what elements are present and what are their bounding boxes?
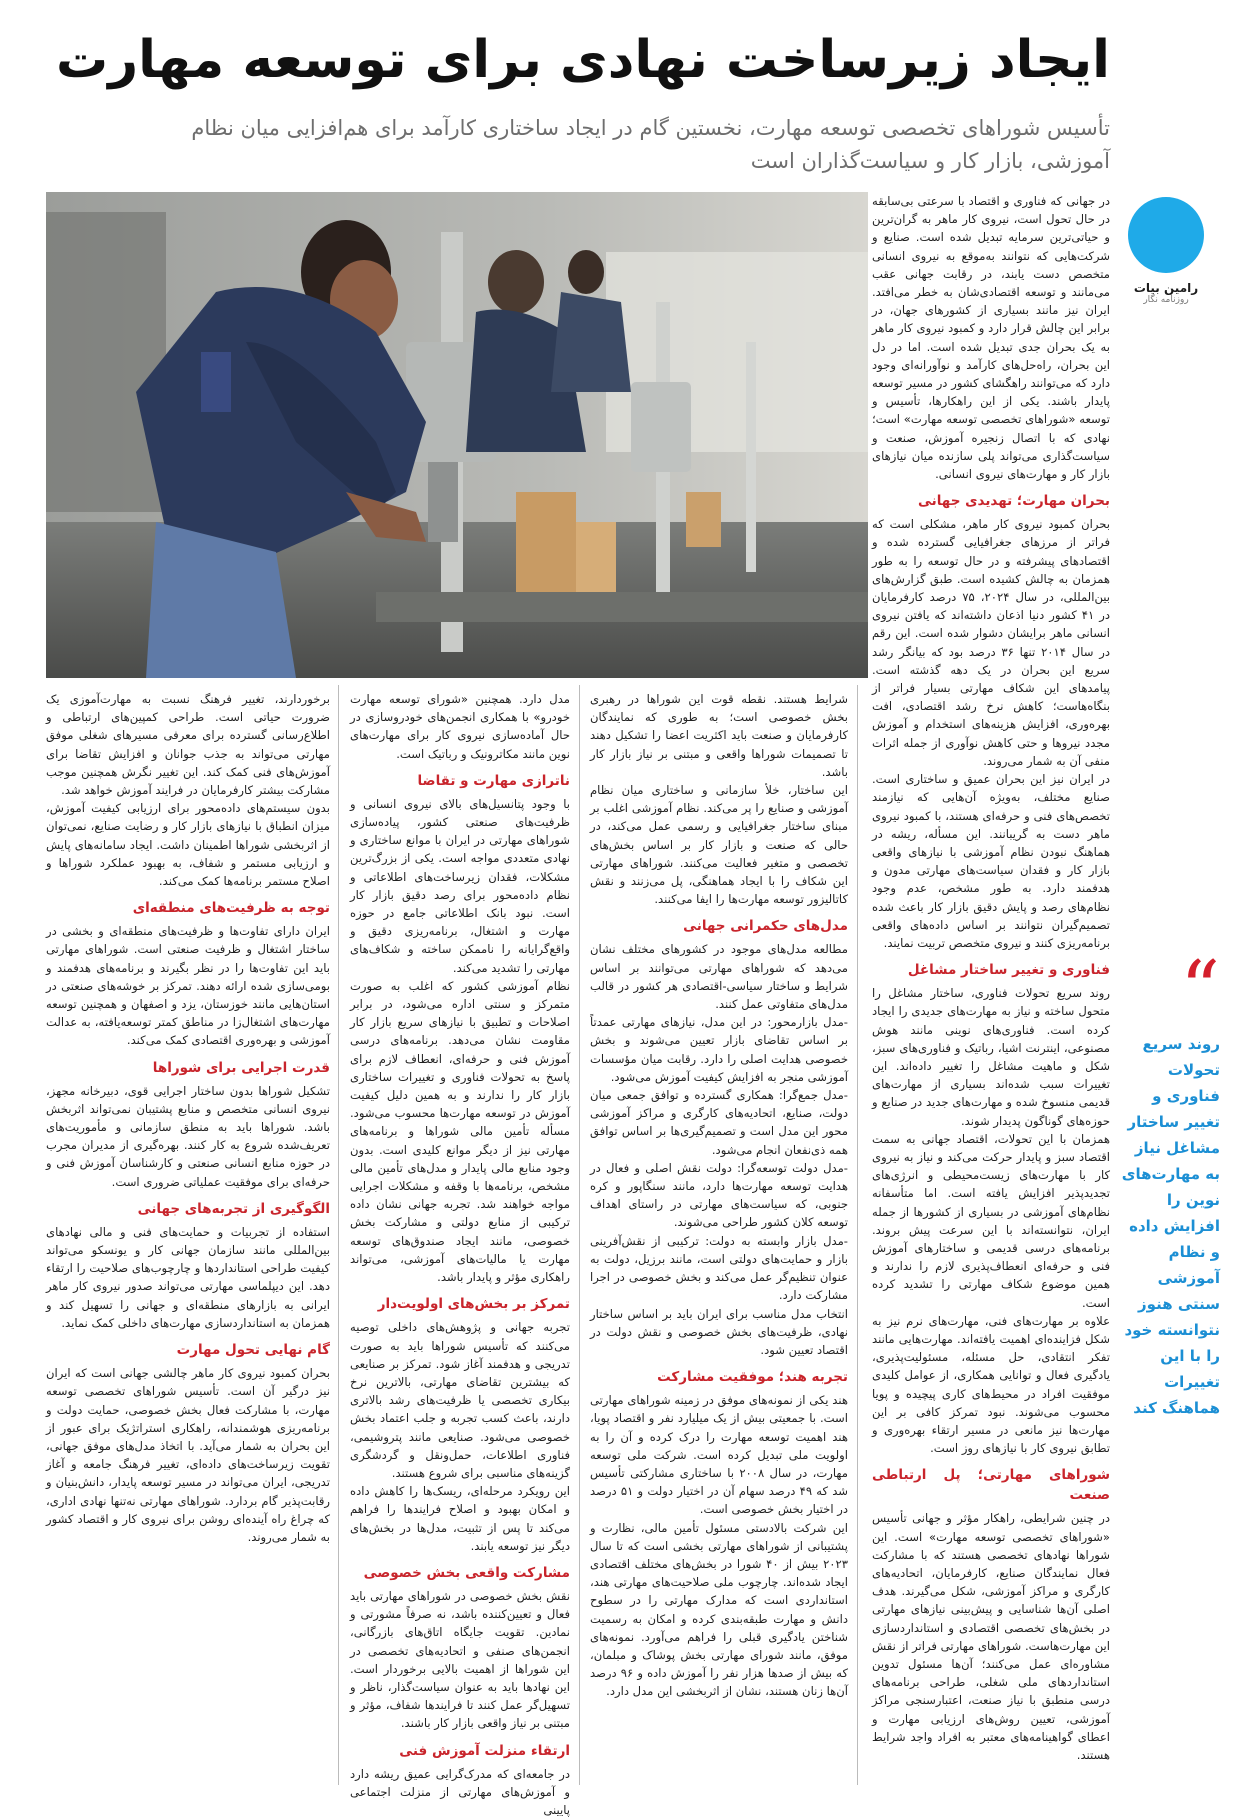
section-heading: تمرکز بر بخش‌های اولویت‌دار xyxy=(377,1296,570,1313)
section-heading: تجربه هند؛ موفقیت مشارکت xyxy=(657,1369,848,1386)
section-heading: توجه به ظرفیت‌های منطقه‌ای xyxy=(132,900,330,917)
paragraph: این رویکرد مرحله‌ای، ریسک‌ها را کاهش داده و امکان بهبود و اصلاح فرایندها را فراهم می‌کند تا پس از تثبیت، مدل‌ها در بخش‌های دیگر نیز توسعه یابند. xyxy=(350,1484,570,1553)
paragraph: شرایط هستند. نقطه قوت این شوراها در رهبری بخش خصوصی است؛ به طوری که نمایندگان کارفرمایان و صنعت باید اکثریت اعضا را تشکیل دهند تا تصمیمات شوراها واقعی و مبتنی بر نیاز بازار کار باشد. xyxy=(590,692,848,779)
quote-mark-icon: “ xyxy=(1180,945,1220,1035)
headline: ایجاد زیرساخت نهادی برای توسعه مهارت xyxy=(55,30,1110,90)
paragraph: مطالعه مدل‌های موجود در کشورهای مختلف نشان می‌دهد که شوراهای مهارتی می‌توانند بر اساس شرایط و ساختار سیاسی-اقتصادی هر کشور در قالب مدل‌های متفاوتی عمل کنند. xyxy=(590,942,848,1012)
column-rule xyxy=(857,685,858,1785)
paragraph: بحران کمبود نیروی کار ماهر چالشی جهانی است که ایران نیز درگیر آن است. تأسیس شوراهای تخصصی توسعه مهارت، با مشارکت فعال بخش خصوصی، حمایت دولت و برنامه‌ریزی هوشمندانه، راهکاری استراتژیک برای عبور از این بحران به شمار می‌آید. با اتخاذ مدل‌های موفق جهانی، تقویت زیرساخت‌های داده‌ای، تغییر فرهنگ جامعه و آغاز تدریجی، ایران می‌تواند در مسیر توسعه پایدار، دانش‌بنیان و رقابت‌پذیر گام بردارد. شوراهای مهارتی نه‌تنها نهادی اداری، که چراغ راه آینده‌ای روشن برای نیروی کار و اقتصاد کشور به شمار می‌روند. xyxy=(46,1366,330,1544)
article-column-3 xyxy=(350,690,570,1817)
section-heading: بحران مهارت؛ تهدیدی جهانی xyxy=(918,493,1110,510)
paragraph: -مدل جمع‌گرا: همکاری گسترده و توافق جمعی میان دولت، صنایع، اتحادیه‌های کارگری و مراکز آموزشی محور این مدل است و تصمیم‌گیری‌ها بر اساس توافق همه ذی‌نفعان انجام می‌شود. xyxy=(590,1088,848,1157)
paragraph: بحران کمبود نیروی کار ماهر، مشکلی است که فراتر از مرزهای جغرافیایی گسترده شده و اقتصادهای پیشرفته و در حال توسعه را به طور همزمان به چالش کشیده است. طبق گزارش‌های بین‌المللی، در سال ۲۰۲۴، ۷۵ درصد کارفرمایان در ۴۱ کشور دنیا اذعان داشته‌اند که یافتن نیروی انسانی ماهر برایشان دشوار شده است. این رقم در سال ۲۰۱۴ تنها ۳۶ درصد بود که بیانگر رشد سریع این بحران در یک دهه گذشته است. پیامدهای این شکاف مهارتی بسیار فراتر از بنگاه‌هاست؛ کاهش نرخ رشد اقتصادی، افت بهره‌وری، افزایش هزینه‌های استخدام و آموزش مجدد نیروها و حتی کاهش نوآوری از جمله اثرات منفی آن به شمار می‌روند. xyxy=(872,517,1110,768)
paragraph: هند یکی از نمونه‌های موفق در زمینه شوراهای مهارتی است. با جمعیتی بیش از یک میلیارد نفر و اقتصاد پویا، هند اهمیت توسعه مهارت را درک کرده و آن را به اولویت ملی تبدیل کرده است. شرکت ملی توسعه مهارت، در سال ۲۰۰۸ با ساختاری مشارکتی تأسیس شد که ۴۹ درصد سهام آن در اختیار دولت و ۵۱ درصد در اختیار بخش خصوصی است. xyxy=(590,1393,849,1517)
article-photo xyxy=(46,192,868,678)
section-heading: قدرت اجرایی برای شوراها xyxy=(152,1059,330,1076)
column-rule xyxy=(338,685,339,1785)
section-heading: مدل‌های حکمرانی جهانی xyxy=(683,918,848,935)
article-column-1 xyxy=(872,192,1110,1788)
paragraph: روند سریع تحولات فناوری، ساختار مشاغل را متحول ساخته و نیاز به مهارت‌های جدیدی را ایجاد کرده است. فناوری‌های نوینی مانند هوش مصنوعی، اینترنت اشیا، رباتیک و فناوری‌های سبز، شکل و ماهیت مشاغل را تغییر داده‌اند. این تغییرات سبب شده‌اند بسیاری از مهارت‌های قدیمی منسوخ شده و مهارت‌های جدید در صنایع و حوزه‌های گوناگون پدیدار شوند. xyxy=(872,986,1110,1128)
subheadline: تأسیس شوراهای تخصصی توسعه مهارت، نخستین گام در ایجاد ساختاری کارآمد برای هم‌افزایی میان نظام آموزشی، بازار کار و سیاست‌گذاران است xyxy=(191,116,1110,173)
column-rule xyxy=(579,685,580,1785)
paragraph: نقش بخش خصوصی در شوراهای مهارتی باید فعال و تعیین‌کننده باشد، نه صرفاً مشورتی و نمادین. تقویت جایگاه اتاق‌های بازرگانی، انجمن‌های صنفی و اتحادیه‌های تخصصی در این شوراها از اهمیت بالایی برخوردار است. این نهادها باید به عنوان سیاست‌گذار، ناظر و تسهیل‌گر عمل کنند تا فرایندها شفاف، مؤثر و مبتنی بر نیاز واقعی بازار کار باشند. xyxy=(350,1588,570,1731)
paragraph: -مدل بازارمحور: در این مدل، نیازهای مهارتی عمدتاً بر اساس تقاضای بازار تعیین می‌شوند و بخش خصوصی هدایت اصلی را دارد. رقابت میان مؤسسات آموزشی منجر به افزایش کیفیت آموزش می‌شود. xyxy=(590,1015,848,1084)
paragraph: -مدل بازار وابسته به دولت: ترکیبی از نقش‌آفرینی بازار و حمایت‌های دولتی است، مانند برزیل، دولت به عنوان تنظیم‌گر عمل می‌کند و بخش خصوصی در اجرا مشارکت دارد. xyxy=(590,1233,848,1303)
section-heading: شوراهای مهارتی؛ پل ارتباطی صنعت xyxy=(872,1467,1110,1504)
paragraph: در جامعه‌ای که مدرک‌گرایی عمیق ریشه دارد و آموزش‌های مهارتی از منزلت اجتماعی پایینی xyxy=(350,1766,570,1817)
article-column-4 xyxy=(46,690,330,1788)
paragraph: برخوردارند، تغییر فرهنگ نسبت به مهارت‌آموزی یک ضرورت حیاتی است. طراحی کمپین‌های ارتباطی و اطلاع‌رسانی گسترده برای معرفی مسیرهای شغلی موفق مهارتی می‌تواند به جذب جوانان و افزایش تقاضا برای آموزش‌های فنی کمک کند. این تغییر نگرش همچنین موجب مشارکت بیشتر کارفرمایان در فرایند آموزش خواهد شد. xyxy=(46,692,330,798)
paragraph: با وجود پتانسیل‌های بالای نیروی انسانی و ظرفیت‌های صنعتی کشور، پیاده‌سازی شوراهای مهارتی در ایران با موانع ساختاری و نهادی متعددی مواجه است. یکی از بزرگ‌ترین مشکلات، فقدان زیرساخت‌های اطلاعاتی و نظام داده‌محور برای رصد دقیق بازار کار است. نبود بانک اطلاعاتی جامع در حوزه مهارت و اشتغال، برنامه‌ریزی دقیق و واقع‌گرایانه را ناممکن ساخته و شکاف‌های مهارتی را تشدید می‌کند. xyxy=(350,796,570,975)
section-heading: مشارکت واقعی بخش خصوصی xyxy=(363,1564,570,1581)
paragraph: انتخاب مدل مناسب برای ایران باید بر اساس ساختار نهادی، ظرفیت‌های بخش خصوصی و نقش دولت در اقتصاد تعیین شود. xyxy=(590,1306,848,1357)
section-heading: ناترازی مهارت و تقاضا xyxy=(417,772,570,789)
paragraph: مدل دارد. همچنین «شورای توسعه مهارت خودرو» با همکاری انجمن‌های خودروسازی در حال آماده‌سازی نیروی کار برای مهارت‌های نوین مانند مکاترونیک و رباتیک است. xyxy=(350,692,570,761)
pull-quote-text: روند سریع تحولات فناوری و تغییر ساختار مشاغل نیاز به مهارت‌های نوین را افزایش داده و نظام آموزشی سنتی هنوز نتوانسته خود را با این تغییرات هماهنگ کند xyxy=(1121,1035,1220,1417)
paragraph: بدون سیستم‌های داده‌محور برای ارزیابی کیفیت آموزش، میزان انطباق با نیازهای بازار کار و رضایت صنایع، نمی‌توان از اثربخشی شوراها اطمینان داشت. ایجاد سامانه‌های پایش و ارزیابی مستمر و شفاف، به بهبود عملکرد شوراها و اصلاح مستمر برنامه‌ها کمک می‌کند. xyxy=(46,801,330,889)
paragraph: علاوه بر مهارت‌های فنی، مهارت‌های نرم نیز به شکل فزاینده‌ای اهمیت یافته‌اند. مهارت‌هایی مانند تفکر انتقادی، حل مسئله، مسئولیت‌پذیری، یادگیری فعال و توانایی همکاری، از عوامل کلیدی موفقیت افراد در محیط‌های کاری پیچیده و پویا محسوب می‌شوند. نبود تمرکز کافی بر این مهارت‌ها نیز مانعی در مسیر ارتقاء بهره‌وری و تطابق نیروی کار با نیازهای روز است. xyxy=(872,1313,1110,1456)
section-heading: ارتقاء منزلت آموزش فنی xyxy=(399,1742,570,1759)
paragraph: در جهانی که فناوری و اقتصاد با سرعتی بی‌سابقه در حال تحول است، نیروی کار ماهر به گران‌ترین و حیاتی‌ترین سرمایه تبدیل شده است. صنایع و شرکت‌هایی که نتوانند به‌موقع به نیروی انسانی متخصص دست یابند، در رقابت جهانی عقب می‌مانند و توسعه اقتصادی‌شان به خطر می‌افتد. ایران نیز مانند بسیاری از کشورهای جهان، در برابر این چالش قرار دارد و کمبود نیروی کار ماهر به یک بحران جدی تبدیل شده است. اما در دل این بحران، راه‌حل‌های کارآمد و نوآورانه‌ای وجود دارد که می‌توانند راهگشای کشور در مسیر توسعه پایدار باشند. یکی از این راهکارها، تأسیس و توسعه «شوراهای تخصصی توسعه مهارت» است؛ نهادی که با اتصال زنجیره آموزش، صنعت و سیاست‌گذاری می‌تواند پلی سازنده میان نیازهای بازار کار و مهارت‌های نیروی انسانی. xyxy=(872,194,1110,482)
article-column-2 xyxy=(590,690,848,1788)
section-heading: گام نهایی تحول مهارت xyxy=(176,1342,330,1359)
section-heading: الگوگیری از تجربه‌های جهانی xyxy=(137,1200,330,1217)
paragraph: در ایران نیز این بحران عمیق و ساختاری است. صنایع مختلف، به‌ویژه آن‌هایی که نیازمند تخصص‌های فنی و حرفه‌ای هستند، با کمبود نیروی ماهر دست به گریبانند. این مسأله، ریشه در هماهنگ نبودن نظام آموزشی با نیازهای واقعی بازار کار و فقدان سیاست‌های مهارتی مدون و هدفمند دارد. به طور مشخص، عدم وجود نظام‌های رصد و پایش دقیق بازار کار باعث شده تصمیم‌گیران نتوانند بر اساس داده‌های واقعی برنامه‌ریزی کنند و نیروی متخصص تربیت نمایند. xyxy=(872,772,1110,950)
paragraph: نظام آموزشی کشور که اغلب به صورت متمرکز و سنتی اداره می‌شود، در برابر اصلاحات و تطبیق با نیازهای سریع بازار کار مقاومت نشان می‌دهد. برنامه‌های درسی آموزش فنی و حرفه‌ای، انعطاف لازم برای پاسخ به تحولات فناوری و تغییرات ساختاری بازار کار را ندارند و به همین دلیل کیفیت آموزش در توسعه مهارت‌ها محسوب می‌شود. مسأله تأمین مالی شوراها و برنامه‌های مهارتی نیز از دیگر موانع کلیدی است. بدون وجود منابع مالی پایدار و مدل‌های تأمین مالی مشخص، برنامه‌ها با وقفه و مشکلات اجرایی مواجه خواهند شد. تجربه جهانی نشان داده ترکیبی از منابع دولتی و مشارکت بخش خصوصی، مانند ایجاد صندوق‌های توسعه مهارت یا مالیات‌های آموزشی، می‌تواند راهکاری مؤثر و پایدار باشد. xyxy=(350,978,570,1285)
paragraph: تجربه جهانی و پژوهش‌های داخلی توصیه می‌کنند که تأسیس شوراها باید به صورت تدریجی و هدفمند آغاز شود. تمرکز بر صنایعی که بیشترین تقاضای مهارتی، بالاترین نرخ بیکاری تخصصی یا ظرفیت‌های رشد بالاتری دارند، باعث کسب تجربه و جلب اعتماد بخش خصوصی می‌شود. صنایعی مانند پتروشیمی، فناوری اطلاعات، حمل‌ونقل و گردشگری گزینه‌های مناسبی برای شروع هستند. xyxy=(350,1320,570,1480)
paragraph: تشکیل شوراها بدون ساختار اجرایی قوی، دبیرخانه مجهز، نیروی انسانی متخصص و منابع پشتیبان نمی‌تواند اثربخش باشد. شوراها باید به منطق سازمانی و مأموریت‌های تعریف‌شده شروع به کار کنند. بهره‌گیری از مدیران مجرب در حوزه منابع انسانی صنعتی و کارشناسان آموزش فنی و حرفه‌ای برای موفقیت عملیاتی ضروری است. xyxy=(46,1083,330,1189)
paragraph: این ساختار، خلأ سازمانی و ساختاری میان نظام آموزشی و صنایع را پر می‌کند. نظام آموزشی اغلب بر مبنای ساختار جغرافیایی و رسمی عمل می‌کند، در حالی که صنعت و بازار کار بر اساس بخش‌های تخصصی و متغیر فعالیت می‌کنند. شوراهای مهارتی این شکاف را با ایجاد هماهنگی، پل می‌زنند و نقش کاتالیزور توسعه مهارت‌ها را ایفا می‌کنند. xyxy=(590,783,848,907)
author-box xyxy=(1120,197,1212,305)
paragraph: ایران دارای تفاوت‌ها و ظرفیت‌های منطقه‌ای و بخشی در ساختار اشتغال و ظرفیت صنعتی است. شوراهای مهارتی باید این تفاوت‌ها را در نظر بگیرند و برنامه‌های هدفمند و بومی‌سازی شده ارائه دهند. تمرکز بر خوشه‌های صنعتی در استان‌هایی مانند خوزستان، یزد و اصفهان و همچنین توسعه مهارت‌های اشتغال‌زا در مناطق کمتر توسعه‌یافته، به عدالت آموزشی و بهره‌وری اقتصادی کمک می‌کند. xyxy=(46,924,330,1048)
paragraph: در چنین شرایطی، راهکار مؤثر و جهانی تأسیس «شوراهای تخصصی توسعه مهارت» است. این شوراها نهادهای تخصصی هستند که با مشارکت فعال نمایندگان صنایع، کارفرمایان، اتحادیه‌های کارگری و مراکز آموزشی، شکل می‌گیرند. هدف اصلی آن‌ها شناسایی و پیش‌بینی نیازهای مهارتی در بخش‌های تخصصی اقتصادی و استانداردسازی این مهارت‌هاست. شوراهای مهارتی فراتر از نقش مشاوره‌ای عمل می‌کنند؛ آن‌ها مسئول تدوین استانداردهای ملی شغلی، طراحی برنامه‌های درسی منطبق با نیاز صنعت، اعتبارسنجی مراکز آموزشی، تعیین روش‌های ارزیابی مهارت و اعطای گواهینامه‌های معتبر به افراد واجد شرایط هستند. xyxy=(872,1511,1110,1763)
paragraph: همزمان با این تحولات، اقتصاد جهانی به سمت اقتصاد سبز و پایدار حرکت می‌کند و نیاز به نیروی کار با مهارت‌های زیست‌محیطی و انرژی‌های تجدیدپذیر افزایش یافته است. اما متأسفانه نظام‌های آموزشی در بسیاری از کشورها از جمله ایران، نتوانسته‌اند با این سرعت پیش بروند. برنامه‌های درسی قدیمی و ساختارهای آموزش فنی و حرفه‌ای انعطاف‌پذیری لازم را ندارند و همین موضوع شکاف مهارتی را تشدید کرده است. xyxy=(872,1131,1110,1310)
paragraph: این شرکت بالادستی مسئول تأمین مالی، نظارت و پشتیبانی از شوراهای مهارتی بخشی است که تا سال ۲۰۲۳ بیش از ۴۰ شورا در بخش‌های مختلف اقتصادی ایجاد شده‌اند. چارچوب ملی صلاحیت‌های مهارتی هند، استانداردی است که مدارک مهارتی را در سطوح دانش و مهارت طبقه‌بندی کرده و امکان به رسمیت شناختن یادگیری قبلی را فراهم می‌آورد. نمونه‌های موفق، مانند شورای مهارتی بخش پوشاک و مبلمان، که بیش از صدها هزار نفر را آموزش داده و ۹۶ درصد آن‌ها زنان هستند، نشان از اثربخشی این مدل دارد. xyxy=(590,1520,848,1699)
author-role: روزنامه نگار xyxy=(1143,295,1189,305)
paragraph: استفاده از تجربیات و حمایت‌های فنی و مالی نهادهای بین‌المللی مانند سازمان جهانی کار و یونسکو می‌تواند کیفیت طراحی استانداردها و چارچوب‌های صلاحیت را ارتقاء دهد. این دیپلماسی مهارتی می‌تواند صدور نیروی کار ماهر ایرانی به بازارهای منطقه‌ای و جهانی را تسهیل کند و همزمان به استانداردسازی مهارت‌های داخلی کمک نماید. xyxy=(46,1224,330,1330)
author-name: رامین بیات xyxy=(1133,281,1199,295)
author-avatar xyxy=(1128,197,1204,273)
paragraph: -مدل دولت توسعه‌گرا: دولت نقش اصلی و فعال در هدایت توسعه مهارت‌ها دارد، مانند سنگاپور و کره جنوبی، که سیاست‌های مهارتی در راستای اهداف توسعه کلان کشور طراحی می‌شوند. xyxy=(590,1160,848,1230)
section-heading: فناوری و تغییر ساختار مشاغل xyxy=(907,962,1110,979)
pull-quote xyxy=(1120,945,1220,1417)
